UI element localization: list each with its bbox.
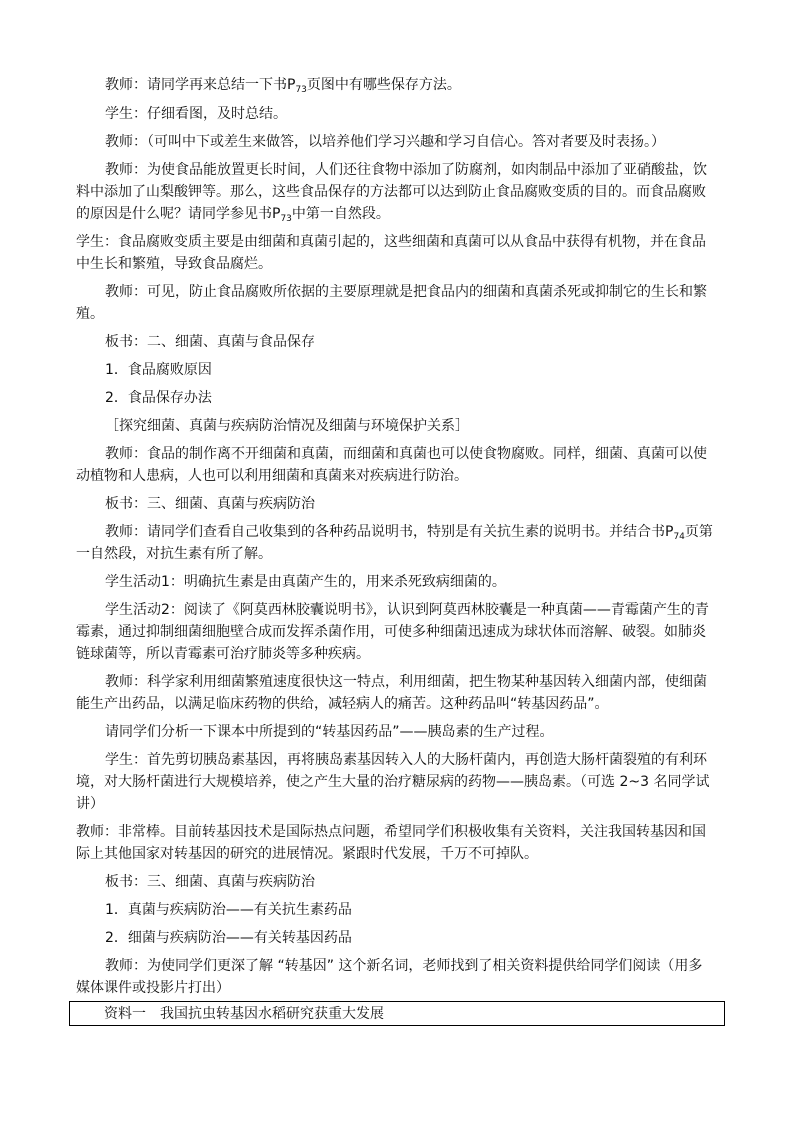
- paragraph: 学生：食品腐败变质主要是由细菌和真菌引起的，这些细菌和真菌可以从食品中获得有机物，并在食品: [76, 234, 706, 250]
- paragraph-line: 中生长和繁殖，导致食品腐烂。: [76, 256, 272, 272]
- paragraph: 教师：可见，防止食品腐败所依据的主要原理就是把食品内的细菌和真菌杀死或抑制它的生长和繁: [105, 284, 707, 300]
- material-box: [69, 1001, 725, 1026]
- paragraph: 教师：（可叫中下或差生来做答，以培养他们学习兴趣和学习自信心。答对者要及时表扬。）: [105, 134, 665, 150]
- paragraph-line: 能生产出药品，以满足临床药物的供给，减轻病人的痛苦。这种药品叫“转基因药品”。: [76, 696, 609, 712]
- board-heading: 板书：三、细菌、真菌与疾病防治: [105, 874, 315, 890]
- board-item: 1．食品腐败原因: [105, 362, 212, 378]
- paragraph: 教师：食品的制作离不开细菌和真菌，而细菌和真菌也可以使食物腐败。同样，细菌、真菌可以使: [105, 446, 707, 462]
- paragraph: 教师：非常棒。目前转基因技术是国际热点问题，希望同学们积极收集有关资料，关注我国转基因和国: [76, 824, 706, 840]
- paragraph: 教师：为使食品能放置更长时间，人们还往食物中添加了防腐剂，如肉制品中添加了亚硝酸盐，饮: [105, 162, 707, 178]
- board-item: 1．真菌与疾病防治——有关抗生素药品: [105, 902, 352, 918]
- paragraph-line: 媒体课件或投影片打出）: [76, 980, 230, 996]
- board-heading: 板书：二、细菌、真菌与食品保存: [105, 334, 315, 350]
- paragraph-line: 链球菌等，所以青霉素可治疗肺炎等多种疾病。: [76, 646, 370, 662]
- paragraph: 学生活动2：阅读了《阿莫西林胶囊说明书》，认识到阿莫西林胶囊是一种真菌——青霉菌产生的青: [105, 602, 709, 618]
- paragraph: 请同学们分析一下课本中所提到的“转基因药品”——胰岛素的生产过程。: [105, 724, 554, 740]
- board-item: 2．食品保存办法: [105, 390, 212, 406]
- paragraph: 教师：请同学再来总结一下书$P_{73}$页图中有哪些保存方法。: [105, 77, 461, 95]
- paragraph: 教师：科学家利用细菌繁殖速度很快这一特点，利用细菌，把生物某种基因转入细菌内部，使细菌: [105, 674, 707, 690]
- paragraph: 学生活动1：明确抗生素是由真菌产生的，用来杀死致病细菌的。: [105, 574, 506, 590]
- paragraph-line: 一自然段，对抗生素有所了解。: [76, 546, 272, 562]
- paragraph-line: 料中添加了山梨酸钾等。那么，这些食品保存的方法都可以达到防止食品腐败变质的目的。而食品腐败: [76, 184, 706, 200]
- paragraph-line: 动植物和人患病，人也可以利用细菌和真菌来对疾病进行防治。: [76, 468, 468, 484]
- board-item: 2．细菌与疾病防治——有关转基因药品: [105, 930, 352, 946]
- section-heading: ［探究细菌、真菌与疾病防治情况及细菌与环境保护关系］: [105, 418, 469, 434]
- paragraph-line: 的原因是什么呢？请同学参见书$P_{73}$中第一自然段。: [76, 206, 390, 224]
- paragraph: 学生：首先剪切胰岛素基因，再将胰岛素基因转入人的大肠杆菌内，再创造大肠杆菌裂殖的有利环: [105, 752, 707, 768]
- paragraph-line: 际上其他国家对转基因的研究的进展情况。紧跟时代发展，千万不可掉队。: [76, 846, 538, 862]
- paragraph: 教师：请同学们查看自己收集到的各种药品说明书，特别是有关抗生素的说明书。并结合书$P_{74}$页第: [105, 524, 713, 542]
- paragraph: 教师：为使同学们更深了解 “转基因” 这个新名词，老师找到了相关资料提供给同学们阅读（用多: [105, 958, 703, 974]
- paragraph-line: 讲）: [76, 796, 104, 812]
- paragraph-line: 霉素，通过抑制细菌细胞壁合成而发挥杀菌作用，可使多种细菌迅速成为球状体而溶解、破裂。如肺炎: [76, 624, 706, 640]
- material-title: 资料一 我国抗虫转基因水稻研究获重大发展: [104, 1006, 384, 1022]
- board-heading: 板书：三、细菌、真菌与疾病防治: [105, 496, 315, 512]
- paragraph-line: 境，对大肠杆菌进行大规模培养，使之产生大量的治疗糖尿病的药物——胰岛素。（可选 2~3 名同学试: [76, 774, 710, 790]
- paragraph-line: 殖。: [76, 306, 104, 322]
- paragraph: 学生：仔细看图，及时总结。: [105, 106, 287, 122]
